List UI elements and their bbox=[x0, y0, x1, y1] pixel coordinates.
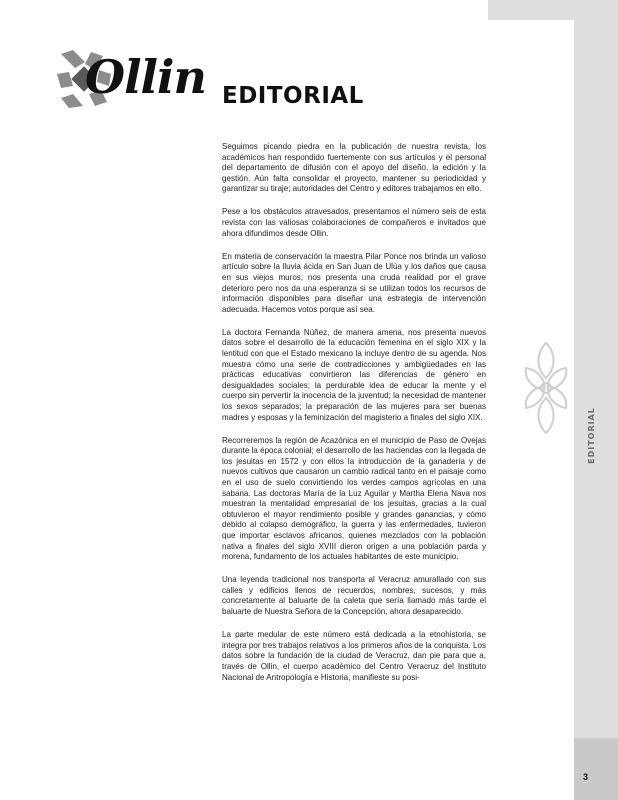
side-band-bottom bbox=[574, 738, 618, 800]
paragraph: La parte medular de este número está dedicada a la etnohistoria, se integra por tres trabajos relativos a los primeros años de la conquista. Los datos sobre la fundación de la ciudad de Veracruz, dan pie para que a, través de Ollin, el cuerpo académico del Centro Veracruz del Instituto Nacional de Antropología e Historia, manifieste su posi- bbox=[222, 630, 486, 682]
paragraph: Pese a los obstáculos atravesados, presentamos el número seis de esta revista con las valiosas colaboraciones de compañeros e invitados que ahora difundimos desde Ollin. bbox=[222, 207, 486, 238]
paragraph: La doctora Fernanda Núñez, de manera amena, nos presenta nuevos datos sobre el desarrollo de la educación femenina en el siglo XIX y la lentitud con que el Estado mexicano la incluye dentro de su agenda. Nos muestra cómo una serie de contradicciones y ambigüedades en las prácticas educativas convirtieron las diferencias de género en desigualdades sociales; la perdurable idea de educar la mente y el cuerpo sin pervertir la inocencia de la juventud; la necesidad de mantener los sexos separados; la preparación de las mujeres para ser buenas madres y esposas y la feminización del magisterio a finales del siglo XIX. bbox=[222, 327, 486, 422]
page-number: 3 bbox=[583, 772, 589, 782]
section-side-label-text: EDITORIAL bbox=[586, 406, 596, 464]
side-band-top bbox=[488, 0, 618, 20]
section-side-label bbox=[583, 395, 599, 475]
ollin-logo bbox=[55, 48, 206, 114]
article-body bbox=[222, 142, 486, 696]
paragraph: Seguimos picando piedra en la publicación de nuestra revista, los académicos han respondido fuertemente con sus artículos y el personal del departamento de difusión con el apoyo del diseño, la edición y la gestión. Aún falta consolidar el proyecto, mantener su periodicidad y garantizar su tiraje; autoridades del Centro y editores trabajamos en ello. bbox=[222, 142, 486, 194]
side-band bbox=[574, 20, 618, 738]
ollin-watermark-icon bbox=[516, 338, 576, 438]
paragraph: Recorreremos la región de Acazónica en el municipio de Paso de Ovejas durante la época colonial; el desarrollo de las haciendas con la llegada de los jesuitas en 1572 y con ellos la introducción de la ganadería y de nuevos cultivos que causaron un cambio radical tanto en el paisaje como en el uso de suelo convirtiendo los verdes campos agrícolas en una sabana. Las doctoras María de la Luz Aguilar y Martha Elena Nava nos muestran la mentalidad empresarial de los jesuitas, gracias a la cual obtuvieron el mayor rendimiento posible y grandes ganancias, y cómo debido al colapso demográfico, la guerra y las enfermedades, tuvieron que importar esclavos africanos, quienes mezclados con la población nativa a finales del siglo XVIII dieron origen a una población parda y morena, fundamento de los actuales habitantes de este municipio. bbox=[222, 435, 486, 562]
paragraph: En materia de conservación la maestra Pilar Ponce nos brinda un valioso artículo sobre la lluvia ácida en San Juan de Ulúa y los daños que causa en sus viejos muros; nos presenta una cruda realidad por el grave deterioro pero nos da una esperanza si se utilizan todos los recursos de información disponibles para diseñar una estrategia de intervención adecuada. Hacemos votos porque así sea. bbox=[222, 251, 486, 314]
paragraph: Una leyenda tradicional nos transporta al Veracruz amurallado con sus calles y edificios llenos de recuerdos, nombres, sucesos, y más concretamente al baluarte de la caleta que sería llamado más tarde el baluarte de Nuestra Señora de la Concepción, ahora desaparecido. bbox=[222, 575, 486, 617]
logo-wordmark: Ollin bbox=[85, 50, 206, 104]
page-title: EDITORIAL bbox=[222, 83, 364, 109]
